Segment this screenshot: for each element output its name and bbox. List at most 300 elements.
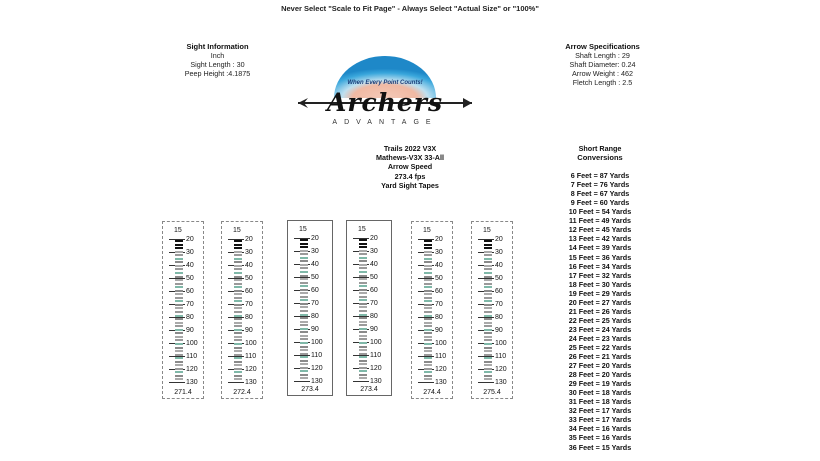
tape-distance-label: 50 bbox=[186, 275, 194, 282]
tape-distance-label: 70 bbox=[495, 301, 503, 308]
tape-speed-label: 273.4 bbox=[360, 386, 378, 393]
conversion-row: 31 Feet = 18 Yards bbox=[568, 397, 632, 407]
tape-minor-tick bbox=[300, 356, 308, 358]
conversion-row: 26 Feet = 21 Yards bbox=[568, 352, 632, 362]
tape-minor-tick bbox=[484, 251, 492, 253]
tape-distance-label: 50 bbox=[311, 274, 319, 281]
tape-minor-tick bbox=[484, 368, 492, 370]
tape-minor-tick bbox=[359, 363, 367, 365]
conversion-row: 27 Feet = 20 Yards bbox=[568, 361, 632, 371]
tape-minor-tick bbox=[175, 378, 183, 380]
tape-minor-tick bbox=[175, 258, 183, 260]
tape-distance-label: 20 bbox=[245, 236, 253, 243]
conversion-row: 10 Feet = 54 Yards bbox=[568, 207, 632, 217]
tape-minor-tick bbox=[234, 336, 242, 338]
tape-minor-tick bbox=[424, 265, 432, 267]
tape-minor-tick bbox=[234, 240, 242, 242]
tape-minor-tick bbox=[424, 251, 432, 253]
tape-minor-tick bbox=[424, 354, 432, 356]
tape-minor-tick bbox=[484, 304, 492, 306]
tape-distance-label: 100 bbox=[245, 340, 257, 347]
tape-minor-tick bbox=[234, 347, 242, 349]
conversion-row: 20 Feet = 27 Yards bbox=[568, 297, 632, 307]
tape-minor-tick bbox=[234, 339, 242, 341]
tape-minor-tick bbox=[175, 350, 183, 352]
tape-minor-tick bbox=[175, 364, 183, 366]
conversion-row: 29 Feet = 19 Yards bbox=[568, 379, 632, 389]
bow-info bbox=[330, 144, 490, 190]
tape-distance-label: 30 bbox=[435, 249, 443, 256]
tape-minor-tick bbox=[234, 300, 242, 302]
sight-tape bbox=[287, 220, 333, 396]
tape-minor-tick bbox=[484, 240, 492, 242]
tape-distance-label: 110 bbox=[186, 353, 198, 360]
tape-minor-tick bbox=[175, 361, 183, 363]
logo-name: Archers bbox=[326, 88, 444, 117]
tape-speed-label: 271.4 bbox=[174, 389, 192, 396]
tape-minor-tick bbox=[484, 343, 492, 345]
tape-minor-tick bbox=[424, 364, 432, 366]
tape-minor-tick bbox=[175, 311, 183, 313]
arrow-specifications bbox=[545, 42, 660, 87]
tape-minor-tick bbox=[359, 289, 367, 291]
short-range-conversions bbox=[545, 144, 655, 452]
tape-minor-tick bbox=[300, 377, 308, 379]
tape-minor-tick bbox=[234, 279, 242, 281]
tape-minor-tick bbox=[424, 378, 432, 380]
peep-height: Peep Height :4.1875 bbox=[184, 69, 251, 78]
tape-distance-label: 50 bbox=[495, 275, 503, 282]
tape-minor-tick bbox=[234, 258, 242, 260]
conversion-row: 17 Feet = 32 Yards bbox=[568, 270, 632, 280]
tape-minor-tick bbox=[175, 240, 183, 242]
tape-minor-tick bbox=[359, 367, 367, 369]
tape-minor-tick bbox=[300, 363, 308, 365]
tape-minor-tick bbox=[300, 367, 308, 369]
logo-subname: ADVANTAGE bbox=[332, 119, 438, 126]
conversion-row: 24 Feet = 23 Yards bbox=[568, 333, 632, 343]
sight-tape bbox=[346, 220, 392, 396]
conversion-row: 7 Feet = 76 Yards bbox=[570, 180, 630, 190]
tape-minor-tick bbox=[300, 306, 308, 308]
conversion-row: 12 Feet = 45 Yards bbox=[568, 225, 632, 235]
tape-minor-tick bbox=[300, 331, 308, 333]
tape-distance-label: 30 bbox=[311, 248, 319, 255]
tape-distance-label: 30 bbox=[495, 249, 503, 256]
tape-minor-tick bbox=[359, 299, 367, 301]
conversion-row: 13 Feet = 42 Yards bbox=[568, 234, 632, 244]
tape-minor-tick bbox=[300, 324, 308, 326]
tape-minor-tick bbox=[175, 336, 183, 338]
tape-major-tick bbox=[353, 381, 369, 382]
tape-minor-tick bbox=[359, 374, 367, 376]
tape-distance-label: 20 bbox=[435, 236, 443, 243]
conversion-row: 28 Feet = 20 Yards bbox=[568, 370, 632, 380]
tape-minor-tick bbox=[484, 283, 492, 285]
tape-speed-label: 273.4 bbox=[301, 386, 319, 393]
tape-minor-tick bbox=[484, 254, 492, 256]
tape-minor-tick bbox=[359, 377, 367, 379]
tape-minor-tick bbox=[234, 364, 242, 366]
tape-minor-tick bbox=[175, 286, 183, 288]
tape-minor-tick bbox=[300, 296, 308, 298]
tape-minor-tick bbox=[175, 315, 183, 317]
tape-distance-label: 40 bbox=[370, 261, 378, 268]
tape-minor-tick bbox=[484, 268, 492, 270]
tape-minor-tick bbox=[484, 378, 492, 380]
tape-distance-label: 30 bbox=[370, 248, 378, 255]
tape-minor-tick bbox=[359, 349, 367, 351]
tape-minor-tick bbox=[484, 290, 492, 292]
tape-minor-tick bbox=[484, 261, 492, 263]
tape-minor-tick bbox=[359, 306, 367, 308]
conversion-row: 23 Feet = 24 Yards bbox=[568, 324, 632, 334]
tape-minor-tick bbox=[175, 325, 183, 327]
arrow-specifications-heading: Arrow Specifications bbox=[565, 42, 640, 51]
conversion-row: 36 Feet = 15 Yards bbox=[568, 442, 632, 452]
tape-minor-tick bbox=[234, 350, 242, 352]
conversions-heading-2: Conversions bbox=[577, 153, 623, 163]
tape-minor-tick bbox=[300, 239, 308, 241]
tape-minor-tick bbox=[424, 332, 432, 334]
conversion-row: 18 Feet = 30 Yards bbox=[568, 279, 632, 289]
tape-minor-tick bbox=[424, 350, 432, 352]
tape-minor-tick bbox=[359, 321, 367, 323]
tape-minor-tick bbox=[359, 267, 367, 269]
tape-distance-label: 30 bbox=[245, 249, 253, 256]
tape-distance-label: 100 bbox=[495, 340, 507, 347]
tape-minor-tick bbox=[424, 357, 432, 359]
tape-minor-tick bbox=[424, 283, 432, 285]
tape-minor-tick bbox=[234, 247, 242, 249]
tape-minor-tick bbox=[424, 343, 432, 345]
tape-minor-tick bbox=[424, 276, 432, 278]
tape-distance-label: 120 bbox=[370, 365, 382, 372]
tape-distance-label: 40 bbox=[495, 262, 503, 269]
tape-minor-tick bbox=[300, 338, 308, 340]
bow-model: Trails 2022 V3X bbox=[383, 144, 437, 153]
tape-top-label: 15 bbox=[483, 227, 491, 234]
tape-minor-tick bbox=[234, 354, 242, 356]
tape-minor-tick bbox=[424, 325, 432, 327]
tape-top-label: 15 bbox=[299, 226, 307, 233]
tape-minor-tick bbox=[300, 246, 308, 248]
tape-minor-tick bbox=[359, 239, 367, 241]
tape-distance-label: 110 bbox=[495, 353, 507, 360]
tape-distance-label: 40 bbox=[245, 262, 253, 269]
tape-minor-tick bbox=[300, 260, 308, 262]
tape-minor-tick bbox=[424, 329, 432, 331]
sight-tape bbox=[221, 221, 263, 399]
tape-distance-label: 50 bbox=[435, 275, 443, 282]
tape-minor-tick bbox=[484, 329, 492, 331]
tape-minor-tick bbox=[175, 318, 183, 320]
tape-minor-tick bbox=[484, 361, 492, 363]
tape-minor-tick bbox=[300, 289, 308, 291]
tape-minor-tick bbox=[175, 293, 183, 295]
tape-distance-label: 110 bbox=[370, 352, 382, 359]
tape-minor-tick bbox=[234, 361, 242, 363]
tape-minor-tick bbox=[424, 371, 432, 373]
tape-minor-tick bbox=[424, 322, 432, 324]
print-notice: Never Select "Scale to Fit Page" - Always Select "Actual Size" or "100%" bbox=[281, 4, 539, 13]
tape-minor-tick bbox=[359, 342, 367, 344]
tape-major-tick bbox=[294, 381, 310, 382]
tape-minor-tick bbox=[484, 276, 492, 278]
tape-minor-tick bbox=[175, 347, 183, 349]
tape-distance-label: 90 bbox=[311, 326, 319, 333]
tape-minor-tick bbox=[234, 265, 242, 267]
tape-minor-tick bbox=[300, 299, 308, 301]
tape-minor-tick bbox=[484, 325, 492, 327]
tape-speed-label: 275.4 bbox=[483, 389, 501, 396]
tape-minor-tick bbox=[300, 285, 308, 287]
tape-minor-tick bbox=[234, 251, 242, 253]
conversion-row: 8 Feet = 67 Yards bbox=[570, 189, 630, 199]
tape-minor-tick bbox=[234, 261, 242, 263]
tape-major-tick bbox=[228, 382, 244, 383]
tape-minor-tick bbox=[359, 314, 367, 316]
tape-minor-tick bbox=[175, 254, 183, 256]
tape-minor-tick bbox=[234, 318, 242, 320]
tape-distance-label: 70 bbox=[245, 301, 253, 308]
tape-minor-tick bbox=[300, 353, 308, 355]
tape-minor-tick bbox=[484, 339, 492, 341]
tape-minor-tick bbox=[300, 253, 308, 255]
tape-minor-tick bbox=[300, 335, 308, 337]
tape-distance-label: 110 bbox=[435, 353, 447, 360]
tape-minor-tick bbox=[175, 304, 183, 306]
tape-minor-tick bbox=[424, 286, 432, 288]
tape-distance-label: 60 bbox=[311, 287, 319, 294]
tape-minor-tick bbox=[175, 276, 183, 278]
tape-minor-tick bbox=[424, 361, 432, 363]
tape-distance-label: 130 bbox=[495, 379, 507, 386]
conversion-row: 30 Feet = 18 Yards bbox=[568, 388, 632, 398]
sight-unit: Inch bbox=[210, 51, 225, 60]
tape-distance-label: 30 bbox=[186, 249, 194, 256]
tape-minor-tick bbox=[234, 244, 242, 246]
tape-minor-tick bbox=[300, 250, 308, 252]
tape-distance-label: 130 bbox=[311, 378, 323, 385]
tape-minor-tick bbox=[484, 315, 492, 317]
tape-minor-tick bbox=[300, 370, 308, 372]
tape-minor-tick bbox=[424, 268, 432, 270]
tape-distance-label: 60 bbox=[370, 287, 378, 294]
tape-minor-tick bbox=[484, 318, 492, 320]
tape-minor-tick bbox=[424, 297, 432, 299]
tape-distance-label: 20 bbox=[311, 235, 319, 242]
tape-minor-tick bbox=[175, 329, 183, 331]
tape-minor-tick bbox=[300, 346, 308, 348]
tape-minor-tick bbox=[424, 247, 432, 249]
tape-distance-label: 50 bbox=[245, 275, 253, 282]
tape-minor-tick bbox=[359, 243, 367, 245]
tape-minor-tick bbox=[300, 317, 308, 319]
tape-distance-label: 40 bbox=[186, 262, 194, 269]
tape-minor-tick bbox=[359, 296, 367, 298]
tape-major-tick bbox=[418, 382, 434, 383]
arrow-speed-label: Arrow Speed bbox=[387, 162, 433, 172]
tape-minor-tick bbox=[424, 240, 432, 242]
tape-minor-tick bbox=[175, 290, 183, 292]
tape-minor-tick bbox=[359, 346, 367, 348]
conversion-row: 15 Feet = 36 Yards bbox=[568, 252, 632, 262]
tape-distance-label: 90 bbox=[186, 327, 194, 334]
tape-minor-tick bbox=[175, 251, 183, 253]
tape-minor-tick bbox=[300, 310, 308, 312]
tape-distance-label: 110 bbox=[245, 353, 257, 360]
tape-minor-tick bbox=[424, 315, 432, 317]
tape-distance-label: 70 bbox=[435, 301, 443, 308]
tape-minor-tick bbox=[234, 283, 242, 285]
tape-minor-tick bbox=[484, 364, 492, 366]
tape-distance-label: 100 bbox=[311, 339, 323, 346]
fletch-length: Fletch Length : 2.5 bbox=[572, 78, 633, 87]
tape-minor-tick bbox=[424, 244, 432, 246]
tape-distance-label: 130 bbox=[370, 378, 382, 385]
tape-speed-label: 274.4 bbox=[423, 389, 441, 396]
tape-distance-label: 50 bbox=[370, 274, 378, 281]
conversion-row: 6 Feet = 87 Yards bbox=[570, 171, 630, 181]
tape-minor-tick bbox=[234, 357, 242, 359]
tape-minor-tick bbox=[359, 278, 367, 280]
tape-distance-label: 130 bbox=[435, 379, 447, 386]
conversion-row: 32 Feet = 17 Yards bbox=[568, 406, 632, 416]
arrow-weight: Arrow Weight : 462 bbox=[572, 69, 633, 78]
tape-minor-tick bbox=[359, 310, 367, 312]
tape-distance-label: 90 bbox=[495, 327, 503, 334]
tape-distance-label: 80 bbox=[245, 314, 253, 321]
tape-major-tick bbox=[169, 382, 185, 383]
tape-minor-tick bbox=[234, 276, 242, 278]
tape-minor-tick bbox=[300, 271, 308, 273]
tape-distance-label: 90 bbox=[435, 327, 443, 334]
tape-minor-tick bbox=[359, 360, 367, 362]
tape-minor-tick bbox=[359, 275, 367, 277]
sight-tape bbox=[471, 221, 513, 399]
tape-distance-label: 70 bbox=[186, 301, 194, 308]
tape-minor-tick bbox=[175, 354, 183, 356]
tape-minor-tick bbox=[234, 293, 242, 295]
tape-minor-tick bbox=[300, 278, 308, 280]
tape-minor-tick bbox=[484, 247, 492, 249]
tape-minor-tick bbox=[234, 368, 242, 370]
tape-minor-tick bbox=[484, 293, 492, 295]
tape-minor-tick bbox=[424, 293, 432, 295]
tape-distance-label: 20 bbox=[495, 236, 503, 243]
tape-minor-tick bbox=[234, 268, 242, 270]
tape-minor-tick bbox=[359, 271, 367, 273]
tape-minor-tick bbox=[484, 336, 492, 338]
tape-minor-tick bbox=[300, 275, 308, 277]
tape-minor-tick bbox=[424, 368, 432, 370]
tape-distance-label: 100 bbox=[370, 339, 382, 346]
tape-distance-label: 90 bbox=[245, 327, 253, 334]
tape-distance-label: 60 bbox=[245, 288, 253, 295]
conversion-row: 14 Feet = 39 Yards bbox=[568, 243, 632, 253]
tape-minor-tick bbox=[175, 300, 183, 302]
tape-minor-tick bbox=[234, 272, 242, 274]
tape-minor-tick bbox=[300, 264, 308, 266]
tape-minor-tick bbox=[424, 272, 432, 274]
tape-minor-tick bbox=[359, 285, 367, 287]
tape-distance-label: 80 bbox=[186, 314, 194, 321]
tape-minor-tick bbox=[175, 244, 183, 246]
conversion-row: 11 Feet = 49 Yards bbox=[568, 216, 631, 226]
tape-minor-tick bbox=[424, 318, 432, 320]
tape-minor-tick bbox=[424, 254, 432, 256]
tape-minor-tick bbox=[175, 265, 183, 267]
tape-distance-label: 120 bbox=[311, 365, 323, 372]
tape-minor-tick bbox=[359, 370, 367, 372]
tape-minor-tick bbox=[234, 329, 242, 331]
conversion-row: 19 Feet = 29 Yards bbox=[568, 288, 632, 298]
tape-minor-tick bbox=[300, 292, 308, 294]
tape-minor-tick bbox=[234, 371, 242, 373]
tape-minor-tick bbox=[484, 258, 492, 260]
conversion-row: 35 Feet = 16 Yards bbox=[568, 433, 632, 443]
tape-distance-label: 80 bbox=[495, 314, 503, 321]
tape-minor-tick bbox=[300, 342, 308, 344]
conversion-row: 34 Feet = 16 Yards bbox=[568, 424, 632, 434]
conversion-row: 25 Feet = 22 Yards bbox=[568, 342, 632, 352]
tape-minor-tick bbox=[359, 353, 367, 355]
tape-minor-tick bbox=[234, 254, 242, 256]
tape-minor-tick bbox=[359, 338, 367, 340]
tape-minor-tick bbox=[175, 371, 183, 373]
shaft-diameter: Shaft Diameter: 0.24 bbox=[569, 60, 636, 69]
tape-minor-tick bbox=[359, 328, 367, 330]
tape-minor-tick bbox=[175, 268, 183, 270]
tape-minor-tick bbox=[175, 307, 183, 309]
tape-minor-tick bbox=[484, 244, 492, 246]
tape-minor-tick bbox=[424, 300, 432, 302]
tape-minor-tick bbox=[234, 297, 242, 299]
tape-top-label: 15 bbox=[358, 226, 366, 233]
tape-minor-tick bbox=[234, 325, 242, 327]
tape-minor-tick bbox=[300, 349, 308, 351]
tape-minor-tick bbox=[359, 260, 367, 262]
tape-distance-label: 40 bbox=[311, 261, 319, 268]
tape-minor-tick bbox=[484, 272, 492, 274]
sight-tape bbox=[162, 221, 204, 399]
sight-length: Sight Length : 30 bbox=[190, 60, 245, 69]
tape-distance-label: 70 bbox=[370, 300, 378, 307]
tape-minor-tick bbox=[359, 246, 367, 248]
tape-minor-tick bbox=[484, 286, 492, 288]
sight-information-heading: Sight Information bbox=[186, 42, 249, 51]
tape-minor-tick bbox=[424, 261, 432, 263]
tape-speed-label: 272.4 bbox=[233, 389, 251, 396]
tape-minor-tick bbox=[300, 360, 308, 362]
tape-minor-tick bbox=[234, 343, 242, 345]
conversions-heading-1: Short Range bbox=[578, 144, 622, 153]
tape-minor-tick bbox=[359, 335, 367, 337]
tape-minor-tick bbox=[175, 272, 183, 274]
tape-minor-tick bbox=[359, 282, 367, 284]
tape-minor-tick bbox=[300, 321, 308, 323]
tape-distance-label: 120 bbox=[495, 366, 507, 373]
shaft-length: Shaft Length : 29 bbox=[575, 51, 630, 60]
tape-minor-tick bbox=[234, 375, 242, 377]
tape-minor-tick bbox=[234, 315, 242, 317]
tape-minor-tick bbox=[234, 290, 242, 292]
tape-minor-tick bbox=[359, 331, 367, 333]
tape-distance-label: 130 bbox=[186, 379, 198, 386]
conversion-row: 9 Feet = 60 Yards bbox=[570, 198, 630, 208]
tape-distance-label: 90 bbox=[370, 326, 378, 333]
